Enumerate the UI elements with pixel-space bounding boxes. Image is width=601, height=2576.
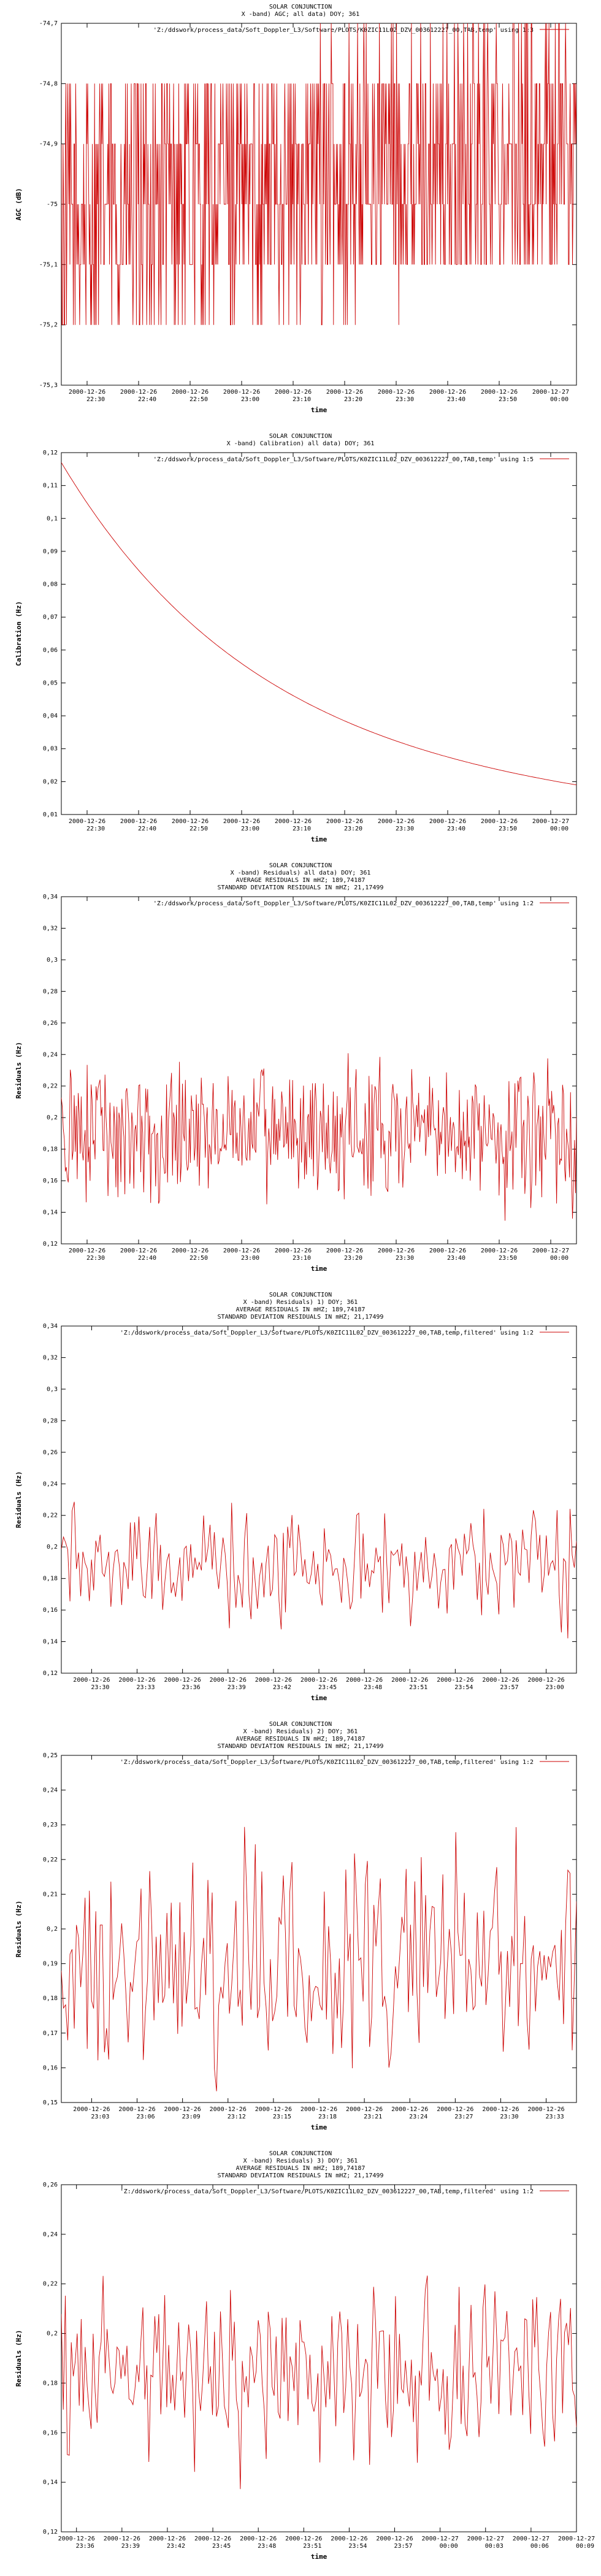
y-tick-label: 0,24 <box>42 1481 58 1488</box>
x-tick-label-time: 22:50 <box>189 1255 209 1262</box>
x-tick-label-time: 23:30 <box>395 396 415 403</box>
y-tick-label: -74,8 <box>39 80 58 88</box>
x-tick-label-time: 23:57 <box>500 1684 519 1691</box>
chart-title-line: STANDARD DEVIATION RESIDUALS IN mHZ; 21,17499 <box>217 1743 384 1750</box>
y-tick-label: 0,16 <box>42 2064 58 2072</box>
chart-title-line: AVERAGE RESIDUALS IN mHZ; 189,74187 <box>235 1736 366 1742</box>
x-tick-label-date: 2000-12-26 <box>223 389 261 396</box>
y-tick-label: 0,28 <box>42 1417 58 1425</box>
plot-frame <box>61 1755 576 2103</box>
x-tick-label-date: 2000-12-26 <box>103 2536 140 2542</box>
chart-title-line: X -band) Calibration) all data) DOY; 361 <box>226 440 375 447</box>
y-axis-label: Residuals (Hz) <box>15 2329 23 2387</box>
y-tick-label: 0,11 <box>42 482 58 489</box>
series-line <box>61 23 576 325</box>
y-axis-label: AGC (dB) <box>15 188 23 221</box>
x-tick-label-time: 23:00 <box>240 1255 260 1262</box>
y-tick-label: 0,12 <box>42 1241 58 1248</box>
x-tick-label-date: 2000-12-26 <box>171 818 209 825</box>
x-tick-label-time: 23:36 <box>75 2543 94 2550</box>
chart-svg <box>0 859 601 1288</box>
x-tick-label-date: 2000-12-26 <box>120 389 158 396</box>
x-tick-label-time: 23:15 <box>272 2114 291 2120</box>
y-tick-label: 0,32 <box>42 925 58 932</box>
chart-panel-6 <box>0 2147 601 2576</box>
series-line <box>61 2275 576 2489</box>
x-tick-label-date: 2000-12-26 <box>326 818 364 825</box>
y-tick-label: 0,14 <box>42 2479 58 2486</box>
legend-label: 'Z:/ddswork/process_data/Soft_Doppler_L3/Software/PLOTS/K0ZIC11L02_DZV_003612227_00,TAB,temp' using 1:3 <box>153 27 534 34</box>
x-tick-label-time: 23:48 <box>258 2543 277 2550</box>
x-tick-label-time: 00:09 <box>575 2543 595 2550</box>
x-tick-label-time: 23:27 <box>454 2114 473 2120</box>
y-tick-label: 0,22 <box>42 1512 58 1519</box>
x-tick-label-date: 2000-12-26 <box>391 1677 429 1684</box>
y-tick-label: 0,2 <box>46 1926 58 1933</box>
x-tick-label-time: 23:33 <box>545 2114 564 2120</box>
chart-title-line: SOLAR CONJUNCTION <box>269 862 332 869</box>
x-tick-label-date: 2000-12-27 <box>421 2536 459 2542</box>
y-tick-label: 0,01 <box>42 811 58 818</box>
x-tick-label-time: 23:30 <box>500 2114 519 2120</box>
x-tick-label-time: 00:00 <box>549 826 569 832</box>
chart-title-line: STANDARD DEVIATION RESIDUALS IN mHZ; 21,17499 <box>217 884 384 891</box>
x-tick-label-time: 23:40 <box>446 826 466 832</box>
x-tick-label-date: 2000-12-26 <box>377 389 415 396</box>
y-tick-label: 0,09 <box>42 548 58 555</box>
x-tick-label-time: 22:30 <box>86 1255 105 1262</box>
y-tick-label: 0,1 <box>46 515 58 523</box>
x-tick-label-time: 23:21 <box>364 2114 383 2120</box>
x-tick-label-date: 2000-12-26 <box>429 389 467 396</box>
y-tick-label: 0,19 <box>42 1960 58 1968</box>
x-tick-label-date: 2000-12-26 <box>482 1677 519 1684</box>
y-tick-label: 0,25 <box>42 1752 58 1759</box>
chart-title-line: SOLAR CONJUNCTION <box>269 1721 332 1728</box>
chart-svg <box>0 0 601 429</box>
x-tick-label-date: 2000-12-26 <box>300 1677 338 1684</box>
x-tick-label-time: 23:30 <box>395 826 415 832</box>
x-tick-label-date: 2000-12-26 <box>240 2536 277 2542</box>
plot-frame <box>61 2185 576 2532</box>
x-tick-label-time: 22:30 <box>86 826 105 832</box>
x-tick-label-date: 2000-12-26 <box>346 1677 383 1684</box>
x-axis-label: time <box>310 406 327 414</box>
chart-title-line: STANDARD DEVIATION RESIDUALS IN mHZ; 21,17499 <box>217 1314 384 1321</box>
x-tick-label-date: 2000-12-26 <box>377 818 415 825</box>
y-tick-label: 0,18 <box>42 1146 58 1153</box>
x-tick-label-date: 2000-12-26 <box>482 2106 519 2113</box>
x-tick-label-date: 2000-12-26 <box>118 1677 156 1684</box>
x-tick-label-time: 00:00 <box>549 396 569 403</box>
chart-panel-5 <box>0 1717 601 2147</box>
x-tick-label-date: 2000-12-26 <box>68 389 106 396</box>
x-tick-label-date: 2000-12-26 <box>164 2106 201 2113</box>
y-tick-label: 0,3 <box>46 1386 58 1393</box>
chart-title-line: SOLAR CONJUNCTION <box>269 433 332 440</box>
y-tick-label: 0,23 <box>42 1822 58 1829</box>
x-tick-label-date: 2000-12-26 <box>480 1248 518 1254</box>
x-tick-label-time: 23:20 <box>343 396 363 403</box>
x-tick-label-date: 2000-12-27 <box>512 2536 549 2542</box>
x-tick-label-date: 2000-12-26 <box>300 2106 338 2113</box>
x-tick-label-time: 22:40 <box>137 396 157 403</box>
x-tick-label-date: 2000-12-26 <box>274 1248 312 1254</box>
x-tick-label-date: 2000-12-26 <box>68 818 106 825</box>
chart-title-line: AVERAGE RESIDUALS IN mHZ; 189,74187 <box>235 877 366 884</box>
y-tick-label: 0,3 <box>46 956 58 964</box>
x-tick-label-date: 2000-12-26 <box>120 818 158 825</box>
x-tick-label-time: 00:00 <box>549 1255 569 1262</box>
chart-title-line: X -band) Residuals) 2) DOY; 361 <box>243 1728 358 1735</box>
x-tick-label-date: 2000-12-26 <box>58 2536 95 2542</box>
chart-svg <box>0 2147 601 2576</box>
x-tick-label-date: 2000-12-26 <box>120 1248 158 1254</box>
y-tick-label: -75 <box>46 201 58 208</box>
x-tick-label-date: 2000-12-26 <box>223 818 261 825</box>
y-tick-label: 0,24 <box>42 1051 58 1059</box>
x-tick-label-time: 23:12 <box>227 2114 246 2120</box>
x-tick-label-time: 23:40 <box>446 1255 466 1262</box>
x-tick-label-time: 23:03 <box>91 2114 110 2120</box>
y-tick-label: 0,07 <box>42 614 58 621</box>
y-axis-label: Residuals (Hz) <box>15 1471 23 1528</box>
y-tick-label: 0,26 <box>42 1449 58 1456</box>
chart-svg <box>0 429 601 859</box>
series-line <box>61 462 576 785</box>
y-axis-label: Residuals (Hz) <box>15 1900 23 1958</box>
chart-title-line: X -band) Residuals) all data) DOY; 361 <box>230 870 371 876</box>
chart-panel-1 <box>0 0 601 429</box>
x-tick-label-time: 23:33 <box>136 1684 155 1691</box>
x-tick-label-time: 23:30 <box>395 1255 415 1262</box>
x-tick-label-time: 23:00 <box>240 396 260 403</box>
x-tick-label-date: 2000-12-26 <box>118 2106 156 2113</box>
x-axis-label: time <box>310 1694 327 1702</box>
x-tick-label-date: 2000-12-26 <box>209 1677 247 1684</box>
x-tick-label-time: 23:48 <box>364 1684 383 1691</box>
y-tick-label: -75,2 <box>39 321 58 329</box>
y-tick-label: 0,04 <box>42 713 58 720</box>
y-tick-label: 0,32 <box>42 1354 58 1362</box>
legend-label: 'Z:/ddswork/process_data/Soft_Doppler_L3/Software/PLOTS/K0ZIC11L02_DZV_003612227_00,TAB,temp' using 1:2 <box>153 900 534 907</box>
legend-label: 'Z:/ddswork/process_data/Soft_Doppler_L3/Software/PLOTS/K0ZIC11L02_DZV_003612227_00,TAB,temp,filtered' using 1:2 <box>120 1759 534 1766</box>
y-axis-label: Residuals (Hz) <box>15 1041 23 1099</box>
x-tick-label-date: 2000-12-26 <box>377 1248 415 1254</box>
x-tick-label-date: 2000-12-26 <box>437 1677 474 1684</box>
x-tick-label-date: 2000-12-26 <box>429 1248 467 1254</box>
x-tick-label-date: 2000-12-26 <box>437 2106 474 2113</box>
chart-panel-2 <box>0 429 601 859</box>
x-tick-label-date: 2000-12-26 <box>285 2536 323 2542</box>
x-tick-label-date: 2000-12-26 <box>274 389 312 396</box>
y-tick-label: 0,18 <box>42 1995 58 2003</box>
x-tick-label-date: 2000-12-26 <box>429 818 467 825</box>
x-tick-label-time: 23:20 <box>343 826 363 832</box>
x-tick-label-date: 2000-12-26 <box>346 2106 383 2113</box>
x-tick-label-time: 23:09 <box>182 2114 201 2120</box>
x-tick-label-time: 23:50 <box>498 396 518 403</box>
chart-title-line: X -band) AGC; all data) DOY; 361 <box>241 11 360 18</box>
series-line <box>61 1053 576 1221</box>
plot-frame <box>61 1326 576 1673</box>
x-tick-label-time: 00:03 <box>484 2543 503 2550</box>
x-tick-label-date: 2000-12-26 <box>148 2536 186 2542</box>
y-tick-label: 0,34 <box>42 1323 58 1330</box>
x-tick-label-date: 2000-12-26 <box>164 1677 201 1684</box>
y-tick-label: 0,2 <box>46 1544 58 1551</box>
x-axis-label: time <box>310 835 327 843</box>
x-tick-label-time: 23:39 <box>227 1684 246 1691</box>
y-tick-label: 0,12 <box>42 2529 58 2536</box>
y-tick-label: 0,24 <box>42 1787 58 1794</box>
y-tick-label: 0,14 <box>42 1638 58 1646</box>
chart-svg <box>0 1717 601 2147</box>
x-tick-label-time: 23:54 <box>454 1684 473 1691</box>
chart-title-line: X -band) Residuals) 3) DOY; 361 <box>243 2158 358 2164</box>
x-tick-label-time: 23:42 <box>272 1684 291 1691</box>
x-axis-label: time <box>310 1265 327 1273</box>
y-tick-label: 0,2 <box>46 1114 58 1122</box>
x-tick-label-time: 23:50 <box>498 826 518 832</box>
y-tick-label: 0,22 <box>42 1856 58 1863</box>
legend-label: 'Z:/ddswork/process_data/Soft_Doppler_L3/Software/PLOTS/K0ZIC11L02_DZV_003612227_00,TAB,temp,filtered' using 1:2 <box>120 1330 534 1336</box>
y-tick-label: -74,9 <box>39 140 58 148</box>
x-tick-label-date: 2000-12-26 <box>391 2106 429 2113</box>
y-tick-label: -75,3 <box>39 382 58 389</box>
y-tick-label: 0,16 <box>42 1178 58 1185</box>
y-tick-label: 0,12 <box>42 450 58 456</box>
x-tick-label-time: 23:10 <box>292 396 312 403</box>
y-tick-label: -74,7 <box>39 20 58 27</box>
x-tick-label-date: 2000-12-26 <box>331 2536 368 2542</box>
x-tick-label-time: 23:10 <box>292 1255 312 1262</box>
chart-panel-4 <box>0 1288 601 1717</box>
x-tick-label-date: 2000-12-27 <box>557 2536 595 2542</box>
x-tick-label-time: 23:57 <box>394 2543 413 2550</box>
x-tick-label-time: 23:36 <box>182 1684 201 1691</box>
y-tick-label: 0,22 <box>42 2280 58 2288</box>
y-tick-label: 0,08 <box>42 581 58 588</box>
x-tick-label-date: 2000-12-26 <box>326 1248 364 1254</box>
y-tick-label: 0,12 <box>42 1670 58 1677</box>
x-tick-label-date: 2000-12-26 <box>223 1248 261 1254</box>
x-tick-label-date: 2000-12-26 <box>527 2106 565 2113</box>
chart-title-line: AVERAGE RESIDUALS IN mHZ; 189,74187 <box>235 2165 366 2172</box>
chart-title-line: X -band) Residuals) 1) DOY; 361 <box>243 1299 358 1306</box>
x-tick-label-time: 23:24 <box>409 2114 428 2120</box>
y-tick-label: 0,24 <box>42 2231 58 2238</box>
x-tick-label-time: 23:30 <box>91 1684 110 1691</box>
plot-frame <box>61 453 576 815</box>
y-tick-label: 0,16 <box>42 2429 58 2437</box>
series-line <box>61 1827 576 2091</box>
x-tick-label-date: 2000-12-26 <box>274 818 312 825</box>
x-tick-label-time: 23:20 <box>343 1255 363 1262</box>
y-tick-label: 0,21 <box>42 1891 58 1898</box>
x-tick-label-time: 22:50 <box>189 826 209 832</box>
x-tick-label-time: 00:00 <box>439 2543 458 2550</box>
x-tick-label-time: 23:45 <box>212 2543 231 2550</box>
x-tick-label-date: 2000-12-26 <box>209 2106 247 2113</box>
x-tick-label-time: 23:42 <box>166 2543 185 2550</box>
legend-label: 'Z:/ddswork/process_data/Soft_Doppler_L3/Software/PLOTS/K0ZIC11L02_DZV_003612227_00,TAB,temp' using 1:5 <box>153 456 534 463</box>
x-tick-label-date: 2000-12-27 <box>532 1248 570 1254</box>
y-tick-label: 0,15 <box>42 2099 58 2106</box>
chart-svg <box>0 1288 601 1717</box>
x-tick-label-time: 23:10 <box>292 826 312 832</box>
legend-label: 'Z:/ddswork/process_data/Soft_Doppler_L3/Software/PLOTS/K0ZIC11L02_DZV_003612227_00,TAB,temp,filtered' using 1:2 <box>120 2188 534 2195</box>
x-tick-label-time: 23:51 <box>303 2543 322 2550</box>
y-tick-label: 0,22 <box>42 1083 58 1090</box>
y-tick-label: -75,1 <box>39 261 58 269</box>
x-tick-label-date: 2000-12-26 <box>171 389 209 396</box>
x-axis-label: time <box>310 2553 327 2561</box>
x-tick-label-date: 2000-12-26 <box>326 389 364 396</box>
x-axis-label: time <box>310 2123 327 2131</box>
x-tick-label-date: 2000-12-26 <box>480 818 518 825</box>
x-tick-label-time: 22:40 <box>137 826 157 832</box>
x-tick-label-time: 23:00 <box>545 1684 564 1691</box>
chart-title-line: SOLAR CONJUNCTION <box>269 1292 332 1298</box>
y-axis-label: Calibration (Hz) <box>15 601 23 666</box>
x-tick-label-time: 23:50 <box>498 1255 518 1262</box>
x-tick-label-date: 2000-12-27 <box>532 389 570 396</box>
chart-panel-3 <box>0 859 601 1288</box>
x-tick-label-date: 2000-12-26 <box>480 389 518 396</box>
x-tick-label-time: 23:54 <box>348 2543 367 2550</box>
y-tick-label: 0,34 <box>42 894 58 900</box>
x-tick-label-date: 2000-12-26 <box>376 2536 413 2542</box>
x-tick-label-time: 22:50 <box>189 396 209 403</box>
x-tick-label-time: 23:51 <box>409 1684 428 1691</box>
y-tick-label: 0,28 <box>42 988 58 995</box>
x-tick-label-date: 2000-12-26 <box>527 1677 565 1684</box>
x-tick-label-date: 2000-12-26 <box>171 1248 209 1254</box>
y-tick-label: 0,02 <box>42 778 58 786</box>
y-tick-label: 0,2 <box>46 2330 58 2337</box>
y-tick-label: 0,18 <box>42 2380 58 2387</box>
y-tick-label: 0,14 <box>42 1209 58 1216</box>
x-tick-label-time: 23:06 <box>136 2114 155 2120</box>
y-tick-label: 0,17 <box>42 2030 58 2037</box>
y-tick-label: 0,26 <box>42 2182 58 2188</box>
y-tick-label: 0,05 <box>42 680 58 687</box>
x-tick-label-date: 2000-12-26 <box>73 1677 110 1684</box>
x-tick-label-time: 23:18 <box>318 2114 337 2120</box>
x-tick-label-time: 23:40 <box>446 396 466 403</box>
x-tick-label-time: 23:39 <box>121 2543 140 2550</box>
chart-title-line: AVERAGE RESIDUALS IN mHZ; 189,74187 <box>235 1306 366 1313</box>
x-tick-label-date: 2000-12-26 <box>68 1248 106 1254</box>
x-tick-label-date: 2000-12-26 <box>73 2106 110 2113</box>
x-tick-label-date: 2000-12-26 <box>255 2106 292 2113</box>
chart-title-line: STANDARD DEVIATION RESIDUALS IN mHZ; 21,17499 <box>217 2172 384 2179</box>
x-tick-label-time: 22:30 <box>86 396 105 403</box>
x-tick-label-date: 2000-12-27 <box>532 818 570 825</box>
x-tick-label-date: 2000-12-26 <box>255 1677 292 1684</box>
chart-title-line: SOLAR CONJUNCTION <box>269 4 332 10</box>
y-tick-label: 0,18 <box>42 1575 58 1582</box>
x-tick-label-time: 23:00 <box>240 826 260 832</box>
y-tick-label: 0,26 <box>42 1019 58 1027</box>
x-tick-label-time: 22:40 <box>137 1255 157 1262</box>
x-tick-label-time: 23:45 <box>318 1684 337 1691</box>
y-tick-label: 0,03 <box>42 745 58 753</box>
y-tick-label: 0,06 <box>42 646 58 654</box>
chart-title-line: SOLAR CONJUNCTION <box>269 2150 332 2157</box>
x-tick-label-time: 00:06 <box>530 2543 549 2550</box>
x-tick-label-date: 2000-12-27 <box>467 2536 504 2542</box>
series-line <box>61 1502 576 1639</box>
y-tick-label: 0,16 <box>42 1607 58 1614</box>
x-tick-label-date: 2000-12-26 <box>194 2536 232 2542</box>
